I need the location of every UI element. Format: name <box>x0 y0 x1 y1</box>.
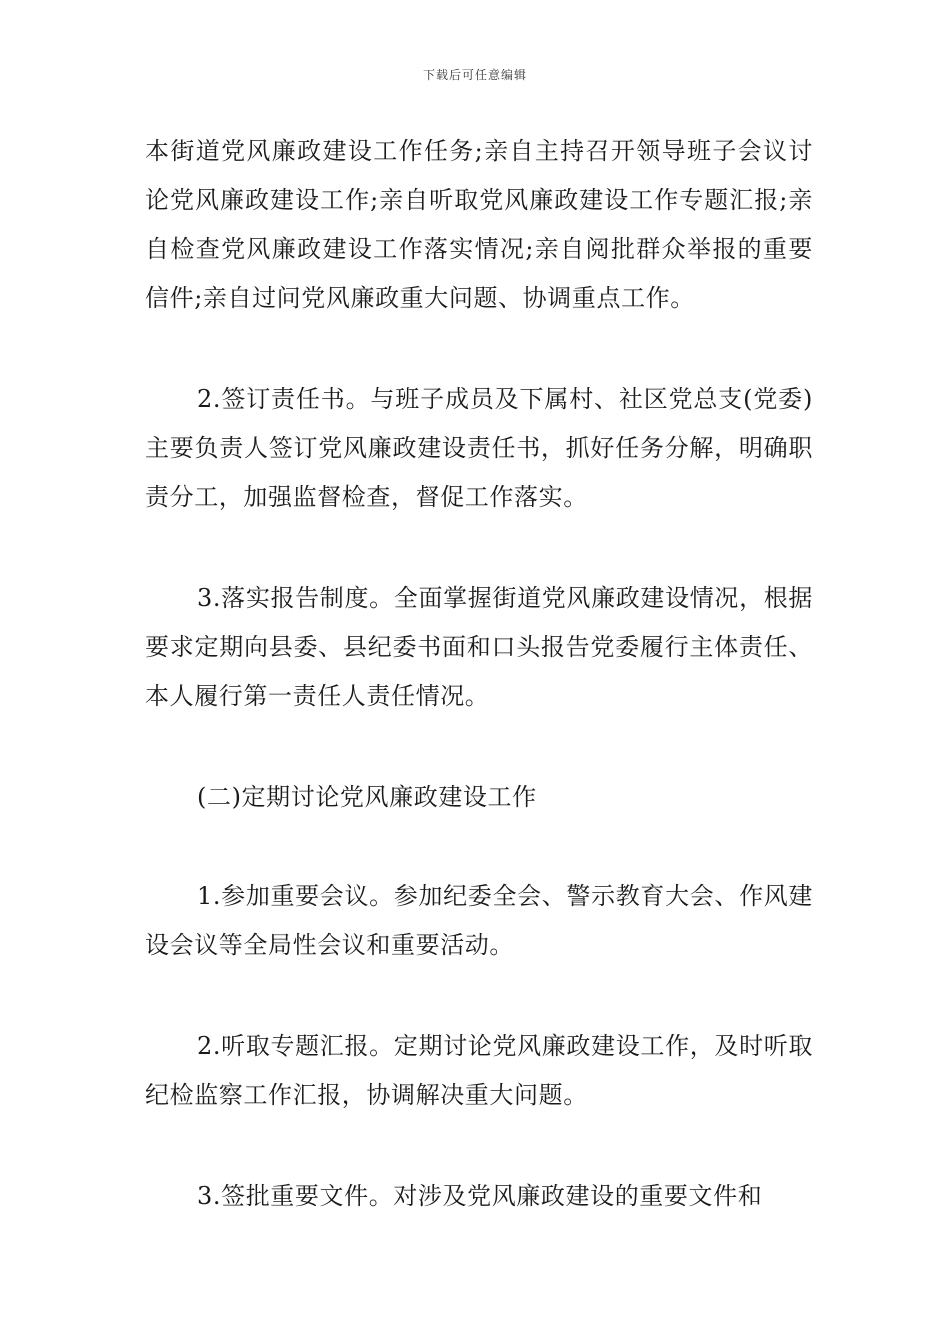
paragraph-sign-responsibility: 2.签订责任书。与班子成员及下属村、社区党总支(党委)主要负责人签订党风廉政建设责任书，抓好任务分解，明确职责分工，加强监督检查，督促工作落实。 <box>145 385 813 511</box>
paragraph-continuation: 本街道党风廉政建设工作任务;亲自主持召开领导班子会议讨论党风廉政建设工作;亲自听取党风廉政建设工作专题汇报;亲自检查党风廉政建设工作落实情况;亲自阅批群众举报的重要信件;亲自过问党风廉政重大问题、协调重点工作。 <box>145 137 813 312</box>
paragraph-special-reports: 2.听取专题汇报。定期讨论党风廉政建设工作，及时听取纪检监察工作汇报，协调解决重大问题。 <box>145 1032 813 1109</box>
header-note: 下载后可任意编辑 <box>422 68 527 82</box>
section-heading: (二)定期讨论党风廉政建设工作 <box>197 783 537 811</box>
paragraph-sign-documents: 3.签批重要文件。对涉及党风廉政建设的重要文件和 <box>197 1182 763 1210</box>
paragraph-important-meetings: 1.参加重要会议。参加纪委全会、警示教育大会、作风建设会议等全局性会议和重要活动。 <box>145 882 813 959</box>
paragraph-reporting-system: 3.落实报告制度。全面掌握街道党风廉政建设情况，根据要求定期向县委、县纪委书面和口头报告党委履行主体责任、本人履行第一责任人责任情况。 <box>145 584 813 710</box>
